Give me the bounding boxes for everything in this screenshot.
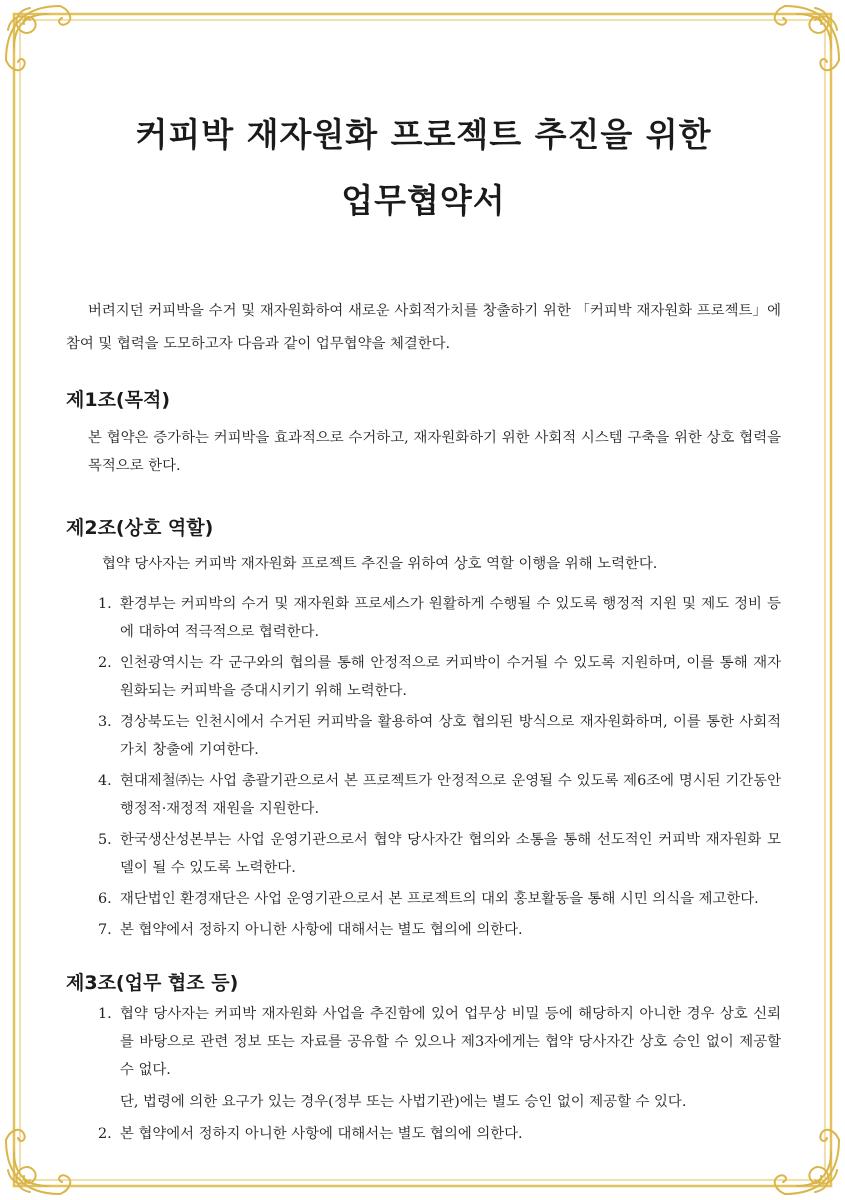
intro-paragraph: 버려지던 커피박을 수거 및 재자원화하여 새로운 사회적가치를 창출하기 위한 「커피박 재자원화 프로젝트」에 참여 및 협력을 도모하고자 다음과 같이 업무협약을 체결한다.	[66, 303, 781, 352]
corner-flourish	[6, 6, 70, 70]
list-item: 5. 한국생산성본부는 사업 운영기관으로서 협약 당사자간 협의와 소통을 통해 선도적인 커피박 재자원화 모델이 될 수 있도록 노력한다.	[98, 832, 781, 876]
list-item: 4. 현대제철㈜는 사업 총괄기관으로서 본 프로젝트가 안정적으로 운영될 수 있도록 제6조에 명시된 기간동안 행정적·재정적 재원을 지원한다.	[98, 773, 781, 817]
article-2-list	[98, 590, 781, 944]
list-item: 3. 경상북도는 인천시에서 수거된 커피박을 활용하여 상호 협의된 방식으로 재자원화하며, 이를 통한 사회적가치 창출에 기여한다.	[98, 714, 781, 758]
list-item: 2. 본 협약에서 정하지 아니한 사항에 대해서는 별도 협의에 의한다.	[98, 1126, 523, 1142]
title-line-1: 커피박 재자원화 프로젝트 추진을 위한	[135, 115, 712, 154]
article-3-list	[98, 1000, 781, 1148]
list-item: 7. 본 협약에서 정하지 아니한 사항에 대해서는 별도 협의에 의한다.	[98, 922, 523, 938]
document-title	[66, 102, 781, 234]
article-1-body: 본 협약은 증가하는 커피박을 효과적으로 수거하고, 재자원화하기 위한 사회적 시스템 구축을 위한 상호 협력을 목적으로 한다.	[88, 430, 781, 474]
list-item: 2. 인천광역시는 각 군구와의 협의를 통해 안정적으로 커피박이 수거될 수 있도록 지원하며, 이를 통해 재자원화되는 커피박을 증대시키기 위해 노력한다.	[98, 655, 781, 699]
article-2-title: 제2조(상호 역할)	[66, 517, 214, 539]
article-1-title: 제1조(목적)	[66, 389, 171, 411]
title-line-2: 업무협약서	[341, 181, 506, 220]
article-3-title: 제3조(업무 협조 등)	[66, 972, 239, 994]
list-item: 1. 환경부는 커피박의 수거 및 재자원화 프로세스가 원활하게 수행될 수 있도록 행정적 지원 및 제도 정비 등에 대하여 적극적으로 협력한다.	[98, 596, 781, 640]
list-item: 6. 재단법인 환경재단은 사업 운영기관으로서 본 프로젝트의 대외 홍보활동을 통해 시민 의식을 제고한다.	[98, 891, 759, 907]
article-2-body: 협약 당사자는 커피박 재자원화 프로젝트 추진을 위하여 상호 역할 이행을 위해 노력한다.	[102, 556, 658, 572]
exception-note: 단, 법령에 의한 요구가 있는 경우(정부 또는 사법기관)에는 별도 승인 없이 제공할 수 있다.	[120, 1094, 687, 1110]
list-item: 1. 협약 당사자는 커피박 재자원화 사업을 추진함에 있어 업무상 비밀 등에 해당하지 아니한 경우 상호 신뢰를 바탕으로 관련 정보 또는 자료를 공유할 수 있으나 제3자에게는 협약 당사자간 상호 승인 없이 제공할 수 없다. 단, 법령에 의한 요구가 있는 경우(정부 또는 사법기관)에는 별도 승인 없이 제공할 수 있다.	[120, 1000, 781, 1116]
